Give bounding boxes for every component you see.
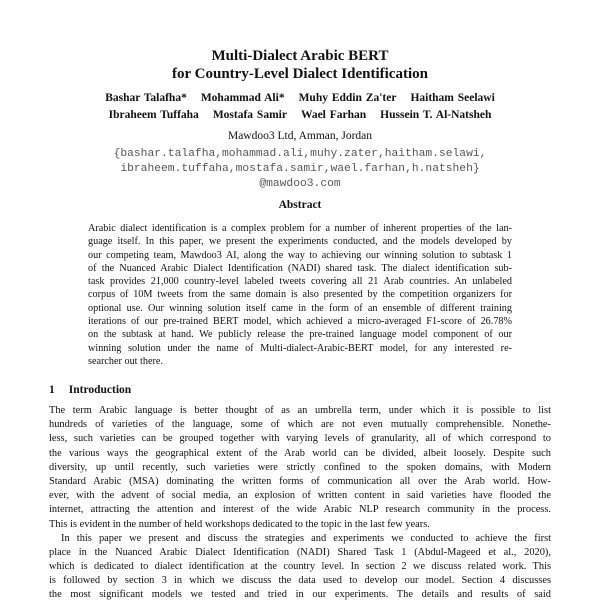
author: Hussein T. Al-Natsheh bbox=[380, 109, 492, 121]
text-line: on the subtask at hand. We publicly release the pre-trained language model component of our bbox=[88, 329, 512, 341]
text-line: winning solution under the name of Multi-dialect-Arabic-BERT model, for any interested re- bbox=[88, 342, 512, 354]
author: Ibraheem Tuffaha bbox=[108, 109, 199, 121]
author: Mohammad Ali* bbox=[200, 92, 285, 104]
section-title: Introduction bbox=[68, 384, 132, 396]
text-line: is followed by section 3 in which we discuss the data used to develop our model. Section 4 discusses bbox=[49, 575, 551, 587]
affiliation: Mawdoo3 Ltd, Amman, Jordan bbox=[227, 130, 373, 142]
abstract-heading: Abstract bbox=[278, 199, 322, 211]
section-heading bbox=[49, 384, 131, 396]
authors-row-2 bbox=[0, 109, 600, 121]
text-line: iterations of our pre-trained BERT model, which achieved a micro-averaged F1-score of 26.78% bbox=[88, 316, 512, 328]
text-line: Standard Arabic (MSA) dominating the written forms of communication all over the Arab world. How- bbox=[49, 475, 551, 487]
text-line: place in the Nuanced Arabic Dialect Identification (NADI) Shared Task 1 (Abdul-Mageed et al., 2020), bbox=[49, 546, 551, 558]
author: Haitham Seelawi bbox=[410, 92, 495, 104]
text-line: This is evident in the number of held workshops dedicated to the topic in the last few years. bbox=[49, 518, 430, 530]
text-line: hundreds of varieties of the language, some of which are not even mutually comprehensible. Nonethe- bbox=[49, 419, 551, 431]
introduction-body bbox=[49, 404, 551, 603]
email-line-2: ibraheem.tuffaha,mostafa.samir,wael.farhan,h.natsheh} bbox=[120, 163, 480, 175]
text-line: searcher out there. bbox=[88, 355, 163, 367]
text-line: ever, with the advent of social media, an explosion of written content in said varieties have flooded the bbox=[49, 490, 551, 502]
text-line: The term Arabic language is better thought of as an umbrella term, under which it is possible to list bbox=[49, 405, 551, 416]
paper-title-line-2: for Country-Level Dialect Identification bbox=[172, 66, 428, 82]
author: Mostafa Samir bbox=[212, 109, 287, 121]
paper-title-line-1: Multi-Dialect Arabic BERT bbox=[211, 48, 389, 64]
text-line: task provides 21,000 country-level labeled tweets covering all 21 Arab countries. An unlabeled bbox=[88, 276, 512, 288]
text-line: optional use. Our winning solution itself came in the form of an ensemble of different training bbox=[88, 302, 512, 314]
text-line: the various ways the geographical extent of the Arab world can be divided, albeit loosely. Despite such bbox=[49, 447, 551, 459]
text-line: diversity, up until recently, such varieties were strictly confined to the spoken domains, with Modern bbox=[49, 461, 551, 473]
text-line: internet, attracting the attention and interest of the wide Arabic NLP research community in the process. bbox=[49, 504, 551, 516]
text-line: our competing team, Mawdoo3 AI, along the way to achieving our winning solution to subtask 1 bbox=[88, 249, 512, 261]
author: Muhy Eddin Za'ter bbox=[298, 92, 397, 104]
text-line: the most significant models we tested and tried in our experiments. The details and results of said bbox=[49, 589, 551, 601]
section-number: 1 bbox=[49, 384, 55, 396]
authors-row-1 bbox=[0, 92, 600, 104]
email-line-1: {bashar.talafha,mohammad.ali,muhy.zater,haitham.selawi, bbox=[113, 148, 487, 160]
text-line: which is dedicated to dialect identification at the country level. In section 2 we discuss related work. This bbox=[49, 561, 551, 573]
text-line: of the Nuanced Arabic Dialect Identification (NADI) shared task. The dialect identification sub- bbox=[88, 262, 512, 274]
author: Wael Farhan bbox=[300, 109, 367, 121]
text-line: corpus of 10M tweets from the same domain is also presented by the competition organizers for bbox=[88, 289, 512, 301]
author: Bashar Talafha* bbox=[105, 92, 187, 104]
text-line: In this paper we present and discuss the strategies and experiments we conducted to achieve the first bbox=[61, 532, 551, 544]
text-line: Arabic dialect identification is a complex problem for a number of inherent properties of the lan- bbox=[88, 223, 512, 234]
abstract-body bbox=[88, 222, 512, 368]
text-line: less, such varieties can be grouped together with varying levels of granularity, all of which correspond to bbox=[49, 433, 551, 445]
text-line: guage itself. In this paper, we present the experiments conducted, and the models developed by bbox=[88, 236, 512, 248]
email-line-3: @mawdoo3.com bbox=[259, 178, 341, 190]
